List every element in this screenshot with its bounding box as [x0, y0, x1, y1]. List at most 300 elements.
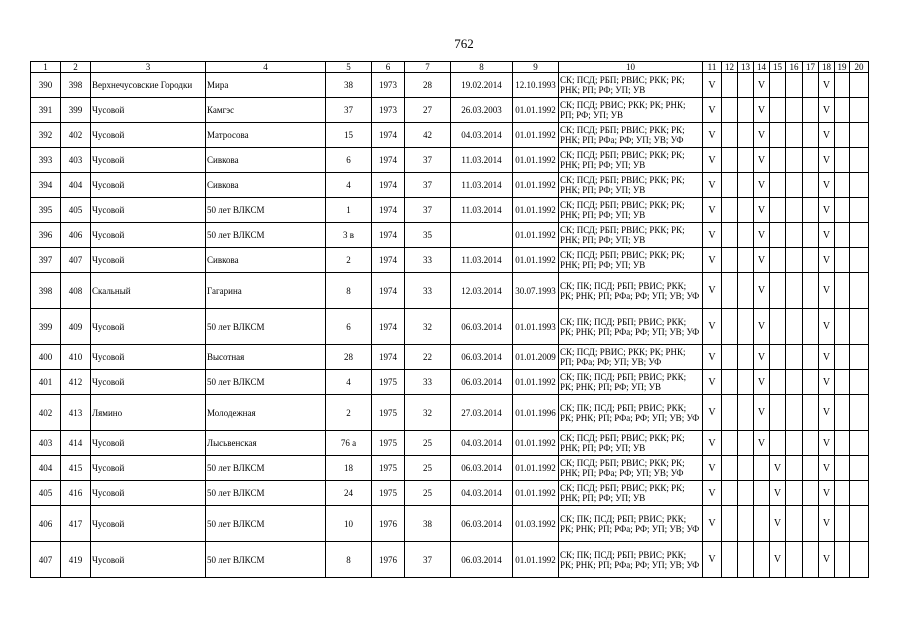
cell-col-20 — [850, 345, 869, 370]
cell-col-10: СК; ПСД; РБП; РВИС; РКК; РК; РНК; РП; РФа; РФ; УП; УВ; УФ — [559, 456, 703, 481]
cell-col-8: 11.03.2014 — [451, 248, 513, 273]
cell-col-5: 6 — [326, 148, 372, 173]
check-mark: V — [757, 204, 766, 216]
table-row — [31, 273, 869, 309]
check-mark: V — [757, 437, 766, 449]
cell-col-1: 402 — [31, 395, 61, 431]
table-row — [31, 395, 869, 431]
cell-col-2: 399 — [61, 98, 91, 123]
cell-col-4: 50 лет ВЛКСМ — [206, 542, 326, 578]
cell-col-16 — [786, 98, 803, 123]
cell-col-13 — [738, 173, 754, 198]
cell-col-5: 1 — [326, 198, 372, 223]
cell-col-6: 1976 — [372, 542, 405, 578]
check-mark: V — [822, 321, 831, 332]
cell-col-11 — [703, 542, 722, 578]
cell-col-7: 28 — [405, 73, 451, 98]
cell-col-9: 12.10.1993 — [513, 73, 559, 98]
cell-col-13 — [738, 542, 754, 578]
cell-col-15 — [770, 248, 786, 273]
cell-col-18 — [819, 456, 835, 481]
cell-col-20 — [850, 273, 869, 309]
cell-col-20 — [850, 73, 869, 98]
cell-col-6: 1973 — [372, 98, 405, 123]
cell-col-12 — [722, 542, 738, 578]
cell-col-12 — [722, 223, 738, 248]
cell-col-14 — [754, 148, 770, 173]
check-mark: V — [773, 518, 782, 529]
cell-col-18 — [819, 198, 835, 223]
check-mark: V — [822, 407, 831, 418]
cell-col-16 — [786, 395, 803, 431]
cell-col-15 — [770, 98, 786, 123]
cell-col-7: 37 — [405, 542, 451, 578]
cell-col-6: 1974 — [372, 345, 405, 370]
cell-col-16 — [786, 456, 803, 481]
cell-col-18 — [819, 345, 835, 370]
cell-col-10: СК; ПСД; РБП; РВИС; РКК; РК; РНК; РП; РФ; УП; УВ — [559, 431, 703, 456]
cell-col-14 — [754, 456, 770, 481]
cell-col-11 — [703, 123, 722, 148]
cell-col-14 — [754, 173, 770, 198]
cell-col-2: 412 — [61, 370, 91, 395]
cell-col-11 — [703, 273, 722, 309]
cell-col-8: 11.03.2014 — [451, 198, 513, 223]
cell-col-20 — [850, 223, 869, 248]
cell-col-9: 01.01.1992 — [513, 148, 559, 173]
column-header-17: 17 — [803, 62, 819, 73]
column-header-18: 18 — [819, 62, 835, 73]
cell-col-3: Чусовой — [91, 248, 206, 273]
table-row — [31, 431, 869, 456]
check-mark: V — [822, 487, 831, 499]
cell-col-1: 405 — [31, 481, 61, 506]
cell-col-6: 1974 — [372, 148, 405, 173]
cell-col-2: 419 — [61, 542, 91, 578]
cell-col-5: 76 а — [326, 431, 372, 456]
column-header-20: 20 — [850, 62, 869, 73]
cell-col-5: 8 — [326, 273, 372, 309]
cell-col-6: 1974 — [372, 123, 405, 148]
cell-col-7: 38 — [405, 506, 451, 542]
table-row — [31, 456, 869, 481]
cell-col-15 — [770, 370, 786, 395]
cell-col-16 — [786, 431, 803, 456]
check-mark: V — [708, 254, 716, 266]
cell-col-2: 410 — [61, 345, 91, 370]
check-mark: V — [757, 321, 766, 332]
cell-col-20 — [850, 395, 869, 431]
cell-col-3: Чусовой — [91, 309, 206, 345]
check-mark: V — [708, 351, 716, 363]
check-mark: V — [708, 129, 716, 141]
column-header-4: 4 — [206, 62, 326, 73]
cell-col-6: 1974 — [372, 198, 405, 223]
cell-col-7: 32 — [405, 395, 451, 431]
cell-col-10: СК; ПСД; РВИС; РКК; РК; РНК; РП; РФа; РФ; УП; УВ; УФ — [559, 345, 703, 370]
column-header-14: 14 — [754, 62, 770, 73]
cell-col-7: 22 — [405, 345, 451, 370]
cell-col-5: 15 — [326, 123, 372, 148]
cell-col-12 — [722, 173, 738, 198]
cell-col-3: Верхнечусовские Городки — [91, 73, 206, 98]
cell-col-9: 01.01.1992 — [513, 481, 559, 506]
cell-col-6: 1975 — [372, 456, 405, 481]
cell-col-12 — [722, 98, 738, 123]
cell-col-6: 1975 — [372, 431, 405, 456]
cell-col-2: 414 — [61, 431, 91, 456]
table-row — [31, 309, 869, 345]
cell-col-15 — [770, 542, 786, 578]
cell-col-2: 404 — [61, 173, 91, 198]
cell-col-10: СК; ПК; ПСД; РБП; РВИС; РКК; РК; РНК; РП; РФа; РФ; УП; УВ; УФ — [559, 309, 703, 345]
cell-col-14 — [754, 431, 770, 456]
column-header-9: 9 — [513, 62, 559, 73]
table-row — [31, 123, 869, 148]
cell-col-9: 01.01.1992 — [513, 431, 559, 456]
cell-col-17 — [803, 431, 819, 456]
cell-col-17 — [803, 198, 819, 223]
cell-col-4: Камгэс — [206, 98, 326, 123]
check-mark: V — [708, 462, 716, 474]
table-row — [31, 148, 869, 173]
cell-col-13 — [738, 273, 754, 309]
cell-col-16 — [786, 223, 803, 248]
table-row — [31, 98, 869, 123]
cell-col-16 — [786, 273, 803, 309]
cell-col-6: 1974 — [372, 223, 405, 248]
cell-col-2: 407 — [61, 248, 91, 273]
cell-col-9: 01.01.1992 — [513, 98, 559, 123]
column-header-5: 5 — [326, 62, 372, 73]
cell-col-9: 01.01.1992 — [513, 542, 559, 578]
cell-col-5: 24 — [326, 481, 372, 506]
cell-col-9: 01.01.1992 — [513, 123, 559, 148]
cell-col-7: 32 — [405, 309, 451, 345]
cell-col-1: 390 — [31, 73, 61, 98]
cell-col-8: 12.03.2014 — [451, 273, 513, 309]
cell-col-12 — [722, 481, 738, 506]
cell-col-13 — [738, 309, 754, 345]
cell-col-17 — [803, 395, 819, 431]
cell-col-15 — [770, 148, 786, 173]
cell-col-11 — [703, 456, 722, 481]
column-header-10: 10 — [559, 62, 703, 73]
cell-col-13 — [738, 73, 754, 98]
cell-col-13 — [738, 198, 754, 223]
cell-col-19 — [835, 506, 850, 542]
cell-col-6: 1974 — [372, 173, 405, 198]
cell-col-20 — [850, 370, 869, 395]
cell-col-2: 417 — [61, 506, 91, 542]
check-mark: V — [773, 487, 782, 499]
column-header-7: 7 — [405, 62, 451, 73]
cell-col-7: 25 — [405, 456, 451, 481]
check-mark: V — [822, 518, 831, 529]
cell-col-14 — [754, 98, 770, 123]
column-header-1: 1 — [31, 62, 61, 73]
table-row — [31, 248, 869, 273]
cell-col-16 — [786, 345, 803, 370]
cell-col-14 — [754, 73, 770, 98]
cell-col-1: 395 — [31, 198, 61, 223]
cell-col-10: СК; ПСД; РБП; РВИС; РКК; РК; РНК; РП; РФ; УП; УВ — [559, 148, 703, 173]
cell-col-16 — [786, 248, 803, 273]
cell-col-2: 398 — [61, 73, 91, 98]
cell-col-1: 403 — [31, 431, 61, 456]
cell-col-17 — [803, 481, 819, 506]
cell-col-16 — [786, 148, 803, 173]
cell-col-6: 1975 — [372, 481, 405, 506]
cell-col-1: 397 — [31, 248, 61, 273]
cell-col-8: 27.03.2014 — [451, 395, 513, 431]
cell-col-14 — [754, 506, 770, 542]
cell-col-6: 1975 — [372, 370, 405, 395]
cell-col-15 — [770, 431, 786, 456]
cell-col-19 — [835, 73, 850, 98]
cell-col-11 — [703, 395, 722, 431]
cell-col-12 — [722, 431, 738, 456]
check-mark: V — [757, 79, 766, 91]
cell-col-18 — [819, 506, 835, 542]
cell-col-13 — [738, 395, 754, 431]
cell-col-14 — [754, 223, 770, 248]
cell-col-10: СК; ПСД; РБП; РВИС; РКК; РК; РНК; РП; РФ; УП; УВ — [559, 198, 703, 223]
cell-col-20 — [850, 431, 869, 456]
check-mark: V — [822, 351, 831, 363]
table-row — [31, 506, 869, 542]
cell-col-8: 06.03.2014 — [451, 370, 513, 395]
cell-col-4: 50 лет ВЛКСМ — [206, 223, 326, 248]
cell-col-18 — [819, 173, 835, 198]
check-mark: V — [757, 285, 766, 296]
cell-col-10: СК; ПК; ПСД; РБП; РВИС; РКК; РК; РНК; РП; РФа; РФ; УП; УВ; УФ — [559, 273, 703, 309]
cell-col-5: 10 — [326, 506, 372, 542]
cell-col-5: 28 — [326, 345, 372, 370]
cell-col-5: 2 — [326, 248, 372, 273]
cell-col-10: СК; ПСД; РБП; РВИС; РКК; РК; РНК; РП; РФ; УП; УВ — [559, 248, 703, 273]
cell-col-13 — [738, 345, 754, 370]
check-mark: V — [708, 407, 716, 418]
table-row — [31, 542, 869, 578]
cell-col-10: СК; ПСД; РВИС; РКК; РК; РНК; РП; РФ; УП; УВ — [559, 98, 703, 123]
table-row — [31, 223, 869, 248]
cell-col-11 — [703, 370, 722, 395]
cell-col-16 — [786, 73, 803, 98]
cell-col-8: 04.03.2014 — [451, 123, 513, 148]
cell-col-4: Молодежная — [206, 395, 326, 431]
cell-col-17 — [803, 309, 819, 345]
table-row — [31, 173, 869, 198]
cell-col-9: 01.01.1996 — [513, 395, 559, 431]
cell-col-13 — [738, 456, 754, 481]
cell-col-9: 01.01.1992 — [513, 173, 559, 198]
cell-col-17 — [803, 370, 819, 395]
cell-col-16 — [786, 309, 803, 345]
cell-col-2: 406 — [61, 223, 91, 248]
cell-col-9: 01.01.1992 — [513, 370, 559, 395]
cell-col-18 — [819, 148, 835, 173]
cell-col-9: 01.01.1992 — [513, 198, 559, 223]
cell-col-18 — [819, 98, 835, 123]
cell-col-10: СК; ПСД; РБП; РВИС; РКК; РК; РНК; РП; РФа; РФ; УП; УВ; УФ — [559, 123, 703, 148]
cell-col-1: 392 — [31, 123, 61, 148]
cell-col-14 — [754, 395, 770, 431]
cell-col-3: Чусовой — [91, 542, 206, 578]
cell-col-16 — [786, 481, 803, 506]
cell-col-7: 25 — [405, 481, 451, 506]
cell-col-14 — [754, 309, 770, 345]
cell-col-8: 06.03.2014 — [451, 542, 513, 578]
cell-col-17 — [803, 123, 819, 148]
cell-col-20 — [850, 173, 869, 198]
cell-col-17 — [803, 273, 819, 309]
header-row — [31, 62, 869, 73]
cell-col-9: 01.01.2009 — [513, 345, 559, 370]
cell-col-15 — [770, 395, 786, 431]
cell-col-20 — [850, 248, 869, 273]
cell-col-18 — [819, 431, 835, 456]
table-row — [31, 345, 869, 370]
check-mark: V — [773, 462, 782, 474]
cell-col-15 — [770, 456, 786, 481]
cell-col-7: 37 — [405, 198, 451, 223]
cell-col-13 — [738, 370, 754, 395]
check-mark: V — [822, 254, 831, 266]
check-mark: V — [708, 104, 716, 116]
cell-col-12 — [722, 309, 738, 345]
check-mark: V — [757, 179, 766, 191]
cell-col-3: Скальный — [91, 273, 206, 309]
cell-col-7: 37 — [405, 148, 451, 173]
cell-col-11 — [703, 173, 722, 198]
cell-col-15 — [770, 345, 786, 370]
check-mark: V — [757, 407, 766, 418]
cell-col-14 — [754, 248, 770, 273]
cell-col-3: Чусовой — [91, 506, 206, 542]
cell-col-19 — [835, 542, 850, 578]
cell-col-3: Чусовой — [91, 345, 206, 370]
cell-col-8: 11.03.2014 — [451, 173, 513, 198]
cell-col-10: СК; ПК; ПСД; РБП; РВИС; РКК; РК; РНК; РП; РФа; РФ; УП; УВ; УФ — [559, 542, 703, 578]
cell-col-9: 01.01.1992 — [513, 223, 559, 248]
page-number: 762 — [454, 36, 474, 51]
cell-col-8 — [451, 223, 513, 248]
cell-col-3: Чусовой — [91, 431, 206, 456]
cell-col-2: 413 — [61, 395, 91, 431]
cell-col-19 — [835, 345, 850, 370]
cell-col-13 — [738, 431, 754, 456]
cell-col-5: 4 — [326, 370, 372, 395]
cell-col-13 — [738, 248, 754, 273]
cell-col-4: 50 лет ВЛКСМ — [206, 481, 326, 506]
check-mark: V — [822, 79, 831, 91]
check-mark: V — [822, 179, 831, 191]
check-mark: V — [708, 376, 716, 388]
cell-col-19 — [835, 123, 850, 148]
cell-col-4: Высотная — [206, 345, 326, 370]
cell-col-12 — [722, 73, 738, 98]
cell-col-20 — [850, 98, 869, 123]
cell-col-18 — [819, 370, 835, 395]
cell-col-19 — [835, 148, 850, 173]
cell-col-7: 25 — [405, 431, 451, 456]
cell-col-12 — [722, 395, 738, 431]
check-mark: V — [708, 79, 716, 91]
cell-col-11 — [703, 98, 722, 123]
cell-col-10: СК; ПСД; РБП; РВИС; РКК; РК; РНК; РП; РФ; УП; УВ — [559, 481, 703, 506]
cell-col-12 — [722, 123, 738, 148]
check-mark: V — [708, 179, 716, 191]
cell-col-7: 37 — [405, 173, 451, 198]
check-mark: V — [708, 229, 716, 241]
cell-col-16 — [786, 506, 803, 542]
cell-col-6: 1973 — [372, 73, 405, 98]
cell-col-20 — [850, 123, 869, 148]
cell-col-15 — [770, 481, 786, 506]
cell-col-18 — [819, 481, 835, 506]
cell-col-17 — [803, 173, 819, 198]
cell-col-19 — [835, 395, 850, 431]
cell-col-9: 01.01.1992 — [513, 456, 559, 481]
cell-col-13 — [738, 506, 754, 542]
cell-col-10: СК; ПСД; РБП; РВИС; РКК; РК; РНК; РП; РФ; УП; УВ — [559, 173, 703, 198]
cell-col-3: Чусовой — [91, 370, 206, 395]
cell-col-9: 01.01.1992 — [513, 248, 559, 273]
cell-col-5: 4 — [326, 173, 372, 198]
cell-col-9: 01.03.1992 — [513, 506, 559, 542]
cell-col-10: СК; ПСД; РБП; РВИС; РКК; РК; РНК; РП; РФ; УП; УВ — [559, 73, 703, 98]
check-mark: V — [757, 229, 766, 241]
cell-col-19 — [835, 273, 850, 309]
cell-col-1: 406 — [31, 506, 61, 542]
check-mark: V — [822, 129, 831, 141]
cell-col-4: Сивкова — [206, 173, 326, 198]
cell-col-14 — [754, 198, 770, 223]
cell-col-20 — [850, 542, 869, 578]
table-body — [31, 73, 869, 578]
cell-col-11 — [703, 345, 722, 370]
cell-col-6: 1974 — [372, 273, 405, 309]
cell-col-13 — [738, 98, 754, 123]
cell-col-3: Чусовой — [91, 198, 206, 223]
cell-col-15 — [770, 173, 786, 198]
cell-col-19 — [835, 431, 850, 456]
column-header-3: 3 — [91, 62, 206, 73]
check-mark: V — [822, 437, 831, 449]
cell-col-18 — [819, 223, 835, 248]
cell-col-13 — [738, 223, 754, 248]
cell-col-3: Чусовой — [91, 456, 206, 481]
cell-col-19 — [835, 309, 850, 345]
cell-col-2: 403 — [61, 148, 91, 173]
cell-col-18 — [819, 395, 835, 431]
cell-col-4: Сивкова — [206, 248, 326, 273]
cell-col-20 — [850, 481, 869, 506]
cell-col-19 — [835, 98, 850, 123]
cell-col-6: 1975 — [372, 395, 405, 431]
column-header-11: 11 — [703, 62, 722, 73]
cell-col-11 — [703, 223, 722, 248]
cell-col-2: 408 — [61, 273, 91, 309]
cell-col-17 — [803, 345, 819, 370]
cell-col-17 — [803, 223, 819, 248]
cell-col-12 — [722, 198, 738, 223]
cell-col-14 — [754, 345, 770, 370]
cell-col-4: Матросова — [206, 123, 326, 148]
check-mark: V — [822, 204, 831, 216]
check-mark: V — [757, 104, 766, 116]
